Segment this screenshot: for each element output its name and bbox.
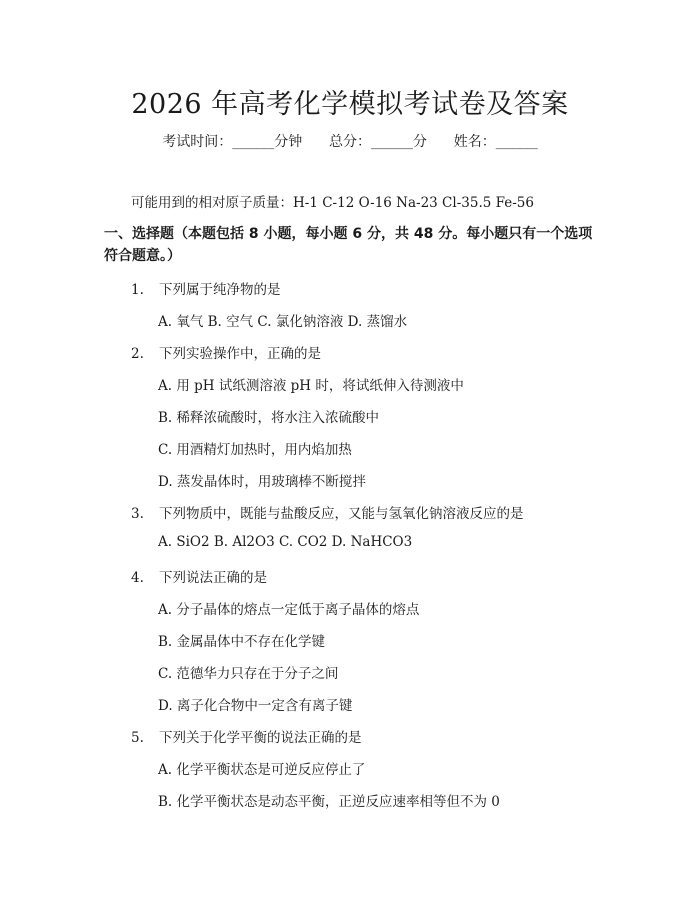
question-4-option-d: D. 离子化合物中一定含有离子键 bbox=[158, 698, 353, 714]
question-number: 2. bbox=[131, 346, 144, 362]
question-number: 3. bbox=[131, 506, 144, 522]
question-stem: 下列关于化学平衡的说法正确的是 bbox=[159, 730, 362, 746]
question-5-option-b: B. 化学平衡状态是动态平衡，正逆反应速率相等但不为 0 bbox=[158, 794, 500, 810]
question-stem: 下列属于纯净物的是 bbox=[159, 282, 281, 298]
question-stem: 下列物质中，既能与盐酸反应，又能与氢氧化钠溶液反应的是 bbox=[159, 506, 524, 522]
question-number: 5. bbox=[131, 730, 144, 746]
total-score-field: 总分：______分 bbox=[329, 134, 427, 150]
question-stem: 下列说法正确的是 bbox=[159, 570, 267, 586]
question-4-option-c: C. 范德华力只存在于分子之间 bbox=[158, 666, 339, 682]
question-1-options: A. 氧气 B. 空气 C. 氯化钠溶液 D. 蒸馏水 bbox=[158, 314, 408, 330]
question-5 bbox=[131, 726, 362, 746]
question-number: 4. bbox=[131, 570, 144, 586]
exam-time-field: 考试时间：______分钟 bbox=[162, 134, 303, 150]
question-2-option-d: D. 蒸发晶体时，用玻璃棒不断搅拌 bbox=[158, 474, 366, 490]
question-4-option-a: A. 分子晶体的熔点一定低于离子晶体的熔点 bbox=[158, 602, 420, 618]
question-1 bbox=[131, 278, 281, 298]
page-title: 2026 年高考化学模拟考试卷及答案 bbox=[131, 89, 569, 120]
question-3-options: A. SiO2 B. Al2O3 C. CO2 D. NaHCO3 bbox=[158, 534, 413, 550]
exam-info-line bbox=[0, 131, 700, 151]
atomic-mass-note: 可能用到的相对原子质量：H-1 C-12 O-16 Na-23 Cl-35.5 Fe-56 bbox=[131, 195, 534, 211]
question-number: 1. bbox=[131, 282, 144, 298]
question-2 bbox=[131, 342, 321, 362]
student-name-field: 姓名：______ bbox=[453, 134, 538, 150]
question-5-option-a: A. 化学平衡状态是可逆反应停止了 bbox=[158, 762, 366, 778]
question-4 bbox=[131, 566, 267, 586]
question-2-option-a: A. 用 pH 试纸测溶液 pH 时，将试纸伸入待测液中 bbox=[158, 378, 464, 394]
question-3 bbox=[131, 502, 524, 522]
question-4-option-b: B. 金属晶体中不存在化学键 bbox=[158, 634, 326, 650]
question-2-option-b: B. 稀释浓硫酸时，将水注入浓硫酸中 bbox=[158, 410, 380, 426]
question-stem: 下列实验操作中，正确的是 bbox=[159, 346, 321, 362]
section-heading: 一、选择题（本题包括 8 小题，每小题 6 分，共 48 分。每小题只有一个选项符合题意。） bbox=[104, 226, 593, 264]
question-2-option-c: C. 用酒精灯加热时，用内焰加热 bbox=[158, 442, 352, 458]
